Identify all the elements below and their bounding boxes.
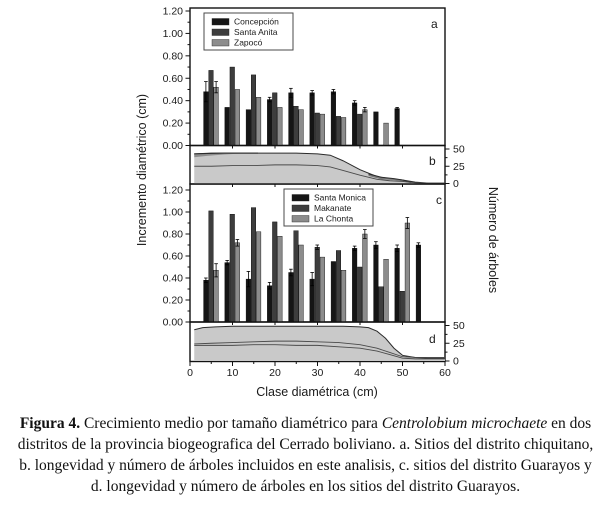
bar — [289, 93, 294, 146]
y-tick-label-right: 0 — [453, 355, 459, 368]
legend-label: Zapocó — [234, 37, 263, 48]
bar — [230, 67, 235, 145]
bar — [251, 75, 256, 146]
bar — [400, 291, 405, 322]
bar — [310, 93, 315, 146]
y-tick-label-right: 25 — [453, 337, 465, 350]
bar — [278, 236, 283, 322]
bar — [336, 251, 341, 323]
bar — [267, 100, 272, 146]
bar — [320, 257, 325, 322]
y-tick-label-right: 25 — [453, 160, 465, 173]
figure-caption — [0, 413, 611, 497]
caption-species-name: Centrolobium microchaete — [381, 415, 548, 432]
bar — [294, 231, 299, 322]
panel-a-letter: a — [431, 17, 438, 31]
bar — [395, 109, 400, 146]
bar — [374, 112, 379, 146]
bar — [379, 287, 384, 322]
bar — [357, 267, 362, 322]
bar — [405, 223, 410, 322]
bar — [374, 245, 379, 322]
y-tick-label: 0.60 — [162, 250, 183, 263]
bar — [251, 208, 256, 322]
legend-swatch — [292, 205, 309, 212]
y-tick-label: 0.20 — [162, 117, 183, 130]
bar — [331, 92, 336, 146]
bar — [363, 234, 368, 322]
y-tick-label: 1.20 — [162, 184, 183, 197]
y-tick-label: 0.00 — [162, 140, 183, 152]
x-tick-label: 60 — [439, 367, 451, 379]
legend-label: La Chonta — [314, 213, 354, 224]
bar — [272, 222, 277, 322]
bar — [214, 87, 219, 145]
bar — [235, 89, 240, 145]
y-tick-label: 0.20 — [162, 294, 183, 307]
y-tick-label: 0.40 — [162, 272, 183, 285]
bar — [352, 103, 357, 146]
x-tick-label: 50 — [396, 367, 409, 379]
y-tick-label: 1.00 — [162, 27, 183, 40]
bar — [225, 263, 230, 322]
bar — [315, 247, 320, 322]
bar — [331, 262, 336, 323]
bar — [256, 97, 261, 145]
bar — [278, 107, 283, 145]
bar — [320, 114, 325, 145]
bar — [246, 110, 251, 146]
bar — [235, 243, 240, 322]
y-tick-label: 0.60 — [162, 72, 183, 85]
y-tick-label: 1.00 — [162, 206, 183, 219]
plot-area — [163, 6, 465, 380]
y-tick-label-right: 50 — [453, 320, 465, 332]
legend-swatch — [212, 19, 229, 26]
bar — [230, 214, 235, 322]
area — [194, 153, 445, 183]
panel-b-letter: b — [429, 154, 436, 168]
bar — [299, 110, 304, 146]
bar — [267, 286, 272, 322]
y-tick-label: 0.40 — [162, 95, 183, 108]
y-tick-label: 0.00 — [162, 316, 183, 329]
x-tick-label: 0 — [187, 367, 193, 379]
bar — [341, 117, 346, 145]
panel-d-letter: d — [429, 332, 436, 346]
x-tick-label: 20 — [269, 367, 281, 379]
caption-text-2: en dos distritos de la provincia biogeografica del Cerrado boliviano. a. Sitios del distrito chiquitano, b. longevidad y número de árboles incluidos en este analisis, c. sitios del distrito Guarayos y d. longevidad y número de árboles en los sitios del distrito Guarayos. — [17, 415, 594, 496]
y-axis-left-title: Incremento diamétrico (cm) — [135, 93, 149, 247]
y-tick-label: 1.20 — [162, 5, 183, 18]
bar — [352, 248, 357, 322]
legend-label: Concepción — [234, 16, 279, 27]
legend-swatch — [212, 40, 229, 47]
legend-label: Santa Anita — [234, 27, 278, 37]
caption-figure-label: Figura 4. — [19, 415, 81, 432]
bar — [416, 245, 421, 322]
y-tick-label-right: 0 — [453, 178, 459, 190]
y-tick-label: 0.80 — [162, 228, 183, 241]
bar — [299, 245, 304, 322]
y-axis-right-title: Número de árboles — [486, 186, 500, 294]
bar — [357, 114, 362, 145]
y-tick-label-right: 50 — [453, 143, 465, 156]
figure-caption-text — [15, 413, 597, 497]
legend-swatch — [212, 29, 229, 36]
caption-text-1: Crecimiento medio por tamaño diamétrico para — [80, 415, 382, 432]
legend-label: Santa Monica — [314, 192, 366, 203]
bar — [272, 93, 277, 146]
x-axis-title: Clase diamétrica (cm) — [256, 385, 378, 399]
x-tick-label: 10 — [226, 367, 239, 379]
bar — [384, 259, 389, 322]
x-tick-label: 30 — [311, 367, 324, 379]
legend-swatch — [292, 195, 309, 202]
legend-swatch — [292, 216, 309, 223]
bar — [341, 270, 346, 322]
bar — [336, 116, 341, 145]
legend-label: Makanate — [314, 203, 352, 213]
bar — [395, 248, 400, 322]
y-tick-label: 0.80 — [162, 50, 183, 63]
bar — [209, 211, 214, 322]
bar — [384, 123, 389, 145]
bar — [315, 113, 320, 146]
bar — [294, 106, 299, 145]
bar — [256, 232, 261, 322]
x-tick-label: 40 — [354, 367, 366, 379]
bar — [363, 110, 368, 146]
panel-c-letter: c — [436, 193, 442, 207]
bar — [204, 280, 209, 322]
bar — [289, 273, 294, 323]
bar — [209, 70, 214, 145]
bar — [225, 107, 230, 145]
bar — [214, 270, 219, 322]
